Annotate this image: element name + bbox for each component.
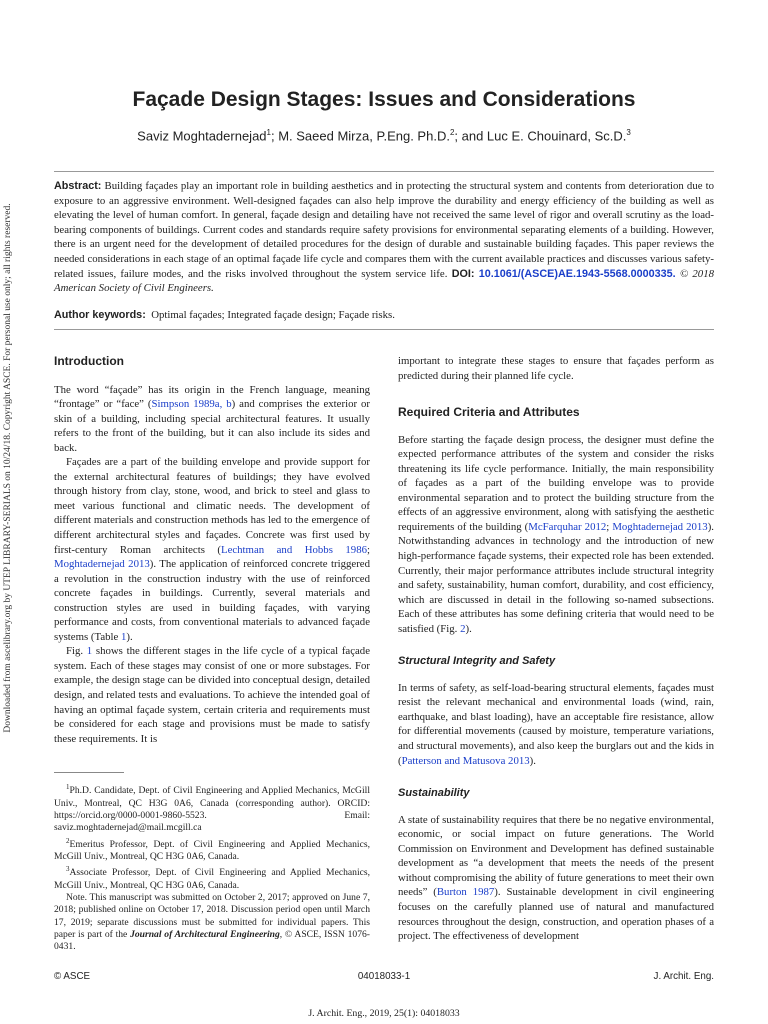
footnotes bbox=[54, 781, 370, 953]
ref-fig-2[interactable]: 2 bbox=[460, 622, 466, 635]
required-criteria-heading: Required Criteria and Attributes bbox=[398, 405, 580, 420]
ref-patterson[interactable]: Patterson and Matusova 2013 bbox=[401, 754, 530, 767]
footnote-3: $^3$Associate Professor, Dept. of Civil Engineering and Applied Mechanics, McGill Univ., Montreal, QC H3G 0A6, Canada. bbox=[54, 865, 370, 891]
citation-line: J. Archit. Eng., 2019, 25(1): 04018033 bbox=[308, 1008, 460, 1019]
author-list: Saviz Moghtadernejad$^1$; M. Saeed Mirza, P.Eng. Ph.D.$^2$; and Luc E. Chouinard, Sc.D.$^3$ bbox=[137, 128, 631, 144]
footnote-1: $^1$Ph.D. Candidate, Dept. of Civil Engineering and Applied Mechanics, McGill Univ., Montreal, QC H3G 0A6, Canada (corresponding author). ORCID: https://orcid.org/0000-0001-9860-5523. Email: saviz.moghtadernejad@mail.mcgill.ca bbox=[54, 783, 370, 834]
intro-paragraph-2: Façades are a part of the building envelope and provide support for the external architectural features of buildings; they have evolved through history from clay, stone, wood, and brick to steel and glass to meet various functional and climatic needs. The development of different materials and construction methods has led to the emergence of different architectural styles and façades. Concrete was first used by first-century Roman architects (Lechtman and Hobbs 1986; Moghtadernejad 2013). The application of reinforced concrete triggered a revolution in the construction industry with the use of reinforced concrete façades in buildings. Currently, several materials and construction styles are used in building façades, with varying performance and costs, from conventional materials to advanced façade systems (Table 1). bbox=[54, 456, 370, 643]
footer-page-id: 04018033-1 bbox=[357, 971, 411, 982]
ref-moghtadernejad-2[interactable]: Moghtadernejad 2013 bbox=[612, 520, 708, 533]
sustainability-heading: Sustainability bbox=[398, 787, 470, 800]
download-notice: Downloaded from ascelibrary.org by UTEP LIBRARY-SERIALS on 10/24/18. Copyright ASCE. For personal use only; all rights reserved. bbox=[3, 202, 13, 733]
footnote-2: $^2$Emeritus Professor, Dept. of Civil Engineering and Applied Mechanics, McGill Univ., Montreal, QC H3G 0A6, Canada. bbox=[54, 836, 370, 863]
ref-mcfarquhar[interactable]: McFarquhar 2012 bbox=[528, 520, 607, 533]
introduction-heading: Introduction bbox=[54, 354, 124, 368]
ref-moghtadernejad[interactable]: Moghtadernejad 2013 bbox=[54, 558, 150, 571]
ref-lechtman[interactable]: Lechtman and Hobbs 1986 bbox=[220, 543, 367, 556]
footer-journal: J. Archit. Eng. bbox=[653, 971, 714, 982]
ref-simpson[interactable]: Simpson 1989a, b bbox=[151, 398, 232, 411]
required-criteria-paragraph: Before starting the façade design process, the designer must define the expected performance attributes of the system and consider the risks threatening its life cycle performance. Initially, the main responsibility of façades as a part of the building envelope was to provide environmental separation and to protect the building structure from the effects of an aggressive environment, along with satisfying the aesthetic requirements of the building (McFarquhar 2012; Moghtadernejad 2013). Notwithstanding advances in technology and the introduction of new high-performance façade systems, their expected role has been extended. Currently, their major performance attributes include structural integrity and safety, sustainability, human comfort, durability, and cost efficiency, which are discussed in detail in the following so-named subsections. Each of these attributes has some defining criteria that would need to be satisfied (Fig. 2). bbox=[398, 433, 714, 635]
doi-link[interactable]: 10.1061/(ASCE)AE.1943-5568.0000335. bbox=[478, 267, 676, 280]
ref-burton[interactable]: Burton 1987 bbox=[436, 886, 495, 899]
abstract: Abstract: Building façades play an important role in building aesthetics and in protecting the structural system and contents from deterioration due to exposure to an aggressive environment. Well-designed façades can also help improve the durability and energy efficiency of the building as well as elevating the level of human comfort. In general, façade design and detailing have not received the same level of rigor and overall scrutiny as the load-bearing components of buildings. Current codes and standards require safety provisions for environmental separating elements of a building. However, there is an urgent need for the development of detailed procedures for the design of durable and sustainable building façades. This paper reviews the needed considerations in each stage of an optimal façade life cycle and compares them with the current available practices and discusses various safety-related issues, failure modes, and the risks involved throughout the system service life. DOI: 10.1061/(ASCE)AE.1943-5568.0000335. © 2018 American Society of Civil Engineers. bbox=[54, 180, 715, 295]
footnote-rule bbox=[54, 772, 124, 773]
abstract-top-rule bbox=[54, 171, 714, 172]
sustainability-paragraph: A state of sustainability requires that there be no negative environmental, economic, or social impact on future generations. The World Commission on Environment and Development has defined sustainable development as “a development that meets the needs of the present without compromising the ability of future generations to meet their own needs” (Burton 1987). Sustainable development in civil engineering focuses on the carefully planned use of natural and manufactured resources throughout the design, construction, and operation phases of a project. The effectiveness of development bbox=[398, 813, 714, 943]
footer-publisher: © ASCE bbox=[54, 971, 91, 982]
ref-fig-1[interactable]: 1 bbox=[86, 645, 93, 658]
structural-integrity-heading: Structural Integrity and Safety bbox=[398, 655, 556, 668]
right-column bbox=[398, 354, 714, 944]
left-column bbox=[54, 354, 370, 954]
author-keywords: Author keywords: Optimal façades; Integrated façade design; Façade risks. bbox=[54, 309, 395, 321]
intro-paragraph-3: Fig. 1 shows the different stages in the life cycle of a typical façade system. Each of these stages may consist of one or more substages. For example, the design stage can be divided into conceptual design, detailed design, and related tests and evaluations. To achieve the intended goal of having an optimal façade system, certain criteria and requirements must be considered for each stage and provisions must be made to satisfy these requirements. It is bbox=[54, 645, 371, 745]
intro-paragraph-1: The word “façade” has its origin in the French language, meaning “frontage” or “face” (Simpson 1989a, b) and comprises the exterior or skin of a building, including special architectural features. It usually refers to the front of the building, but it can also include its sides and back. bbox=[54, 383, 370, 454]
intro-continuation: important to integrate these stages to ensure that façades perform as predicted during their planned life cycle. bbox=[398, 355, 714, 382]
submission-note: Note. This manuscript was submitted on October 2, 2017; approved on June 7, 2018; published online on October 17, 2018. Discussion period open until March 17, 2019; separate discussions must be submitted for individual papers. This paper is part of the Journal of Architectural Engineering, © ASCE, ISSN 1076-0431. bbox=[54, 892, 370, 953]
paper-title: Façade Design Stages: Issues and Considerations bbox=[132, 88, 636, 111]
abstract-bottom-rule bbox=[54, 329, 714, 330]
structural-integrity-paragraph: In terms of safety, as self-load-bearing structural elements, façades must resist the relevant mechanical and environmental loads (wind, rain, earthquake, and blast loading), have an acceptable fire resistance, allow for differential movements (caused by moisture, temperature variations, and structural movements), and also keep the burglars out and the kids in (Patterson and Matusova 2013). bbox=[398, 681, 714, 767]
ref-table-1[interactable]: 1 bbox=[121, 630, 127, 643]
